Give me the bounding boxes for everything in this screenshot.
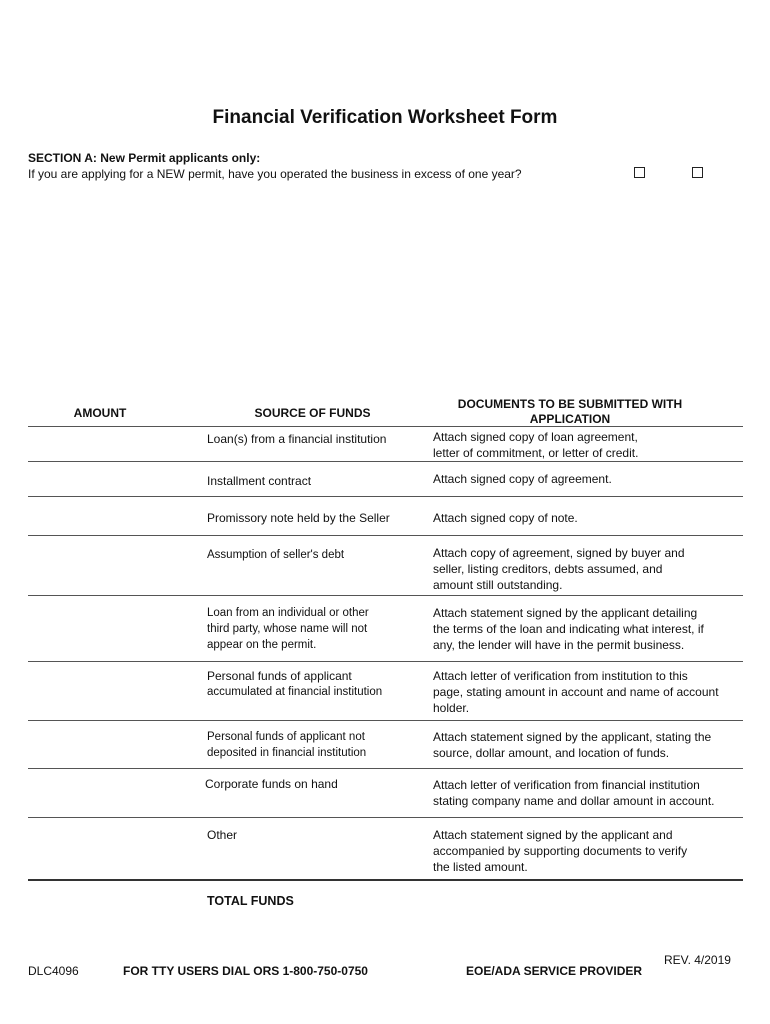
table-rule (28, 817, 743, 818)
table-rule (28, 535, 743, 536)
table-rule (28, 595, 743, 596)
table-rule (28, 879, 743, 881)
tty-notice: FOR TTY USERS DIAL ORS 1-800-750-0750 (123, 964, 368, 978)
yes-checkbox[interactable] (634, 167, 645, 178)
documents-cell: Attach statement signed by the applicant detailing the terms of the loan and indicating what interest, if any, the lender will have in the permit business. (433, 606, 704, 652)
source-cell: Promissory note held by the Seller (207, 511, 390, 525)
source-cell: Corporate funds on hand (205, 777, 338, 791)
source-cell: Installment contract (207, 474, 312, 488)
source-cell: Assumption of seller's debt (207, 549, 345, 561)
source-cell: Other (207, 828, 238, 842)
eoe-notice: EOE/ADA SERVICE PROVIDER (466, 964, 643, 978)
source-column-header: SOURCE OF FUNDS (254, 406, 371, 420)
documents-cell: Attach letter of verification from institution to this page, stating amount in account and name of account holder. (433, 669, 719, 715)
table-rule (28, 720, 743, 721)
table-rule (28, 426, 743, 427)
form-title: Financial Verification Worksheet Form (212, 107, 558, 128)
table-rule (28, 461, 743, 462)
documents-cell: Attach statement signed by the applicant, stating the source, dollar amount, and location of funds. (433, 730, 712, 760)
table-rule (28, 661, 743, 662)
section-a-question: If you are applying for a NEW permit, have you operated the business in excess of one year? (28, 167, 522, 181)
source-cell: Personal funds of applicant not deposited in financial institution (207, 731, 367, 759)
documents-cell: Attach copy of agreement, signed by buyer and seller, listing creditors, debts assumed, and amount still outstanding. (433, 546, 685, 592)
source-cell: Loan from an individual or other third party, whose name will not appear on the permit. (207, 607, 369, 651)
revision-date: REV. 4/2019 (664, 953, 731, 967)
documents-cell: Attach statement signed by the applicant and accompanied by supporting documents to verify the listed amount. (433, 828, 688, 874)
total-funds-label: TOTAL FUNDS (207, 894, 294, 908)
documents-cell: Attach signed copy of note. (433, 511, 578, 525)
no-checkbox[interactable] (692, 167, 703, 178)
documents-cell: Attach signed copy of agreement. (433, 472, 612, 486)
documents-cell: Attach letter of verification from financial institution stating company name and dollar amount in account. (433, 778, 715, 808)
documents-column-header: DOCUMENTS TO BE SUBMITTED WITH APPLICATION (457, 397, 683, 426)
source-cell: Loan(s) from a financial institution (207, 432, 387, 446)
documents-cell: Attach signed copy of loan agreement, letter of commitment, or letter of credit. (433, 430, 639, 460)
section-a-heading: SECTION A: New Permit applicants only: (28, 151, 261, 165)
form-number: DLC4096 (28, 964, 79, 978)
source-cell: Personal funds of applicant accumulated at financial institution (207, 669, 383, 698)
table-rule (28, 496, 743, 497)
table-rule (28, 768, 743, 769)
amount-column-header: AMOUNT (73, 406, 127, 420)
